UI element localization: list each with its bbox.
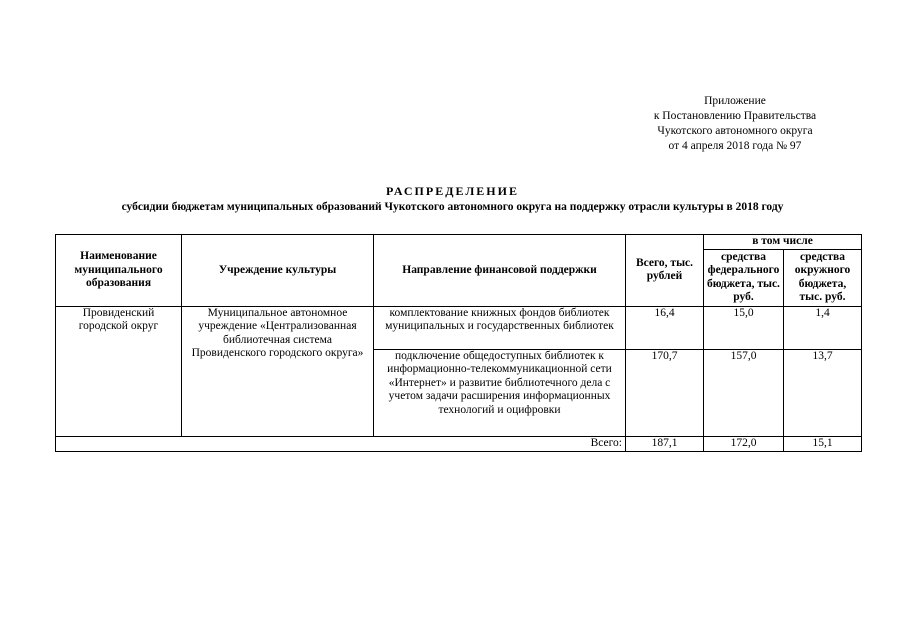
header-district: средства окружного бюджета, тыс. руб. — [784, 249, 862, 306]
cell-direction: подключение общедоступных библиотек к информационно-телекоммуникационной сети «Интернет» и развитие библиотечного дела с учетом задачи расширения информационных технологий и оцифровки — [374, 349, 626, 436]
header-federal: средства федерального бюджета, тыс. руб. — [704, 249, 784, 306]
cell-federal: 15,0 — [704, 306, 784, 349]
total-district: 15,1 — [784, 436, 862, 451]
cell-direction: комплектование книжных фондов библиотек муниципальных и государственных библиотек — [374, 306, 626, 349]
header-municipality: Наименование муниципального образования — [56, 235, 182, 307]
cell-federal: 157,0 — [704, 349, 784, 436]
header-direction: Направление финансовой поддержки — [374, 235, 626, 307]
header-institution: Учреждение культуры — [182, 235, 374, 307]
header-row-1 — [56, 235, 862, 250]
cell-district: 13,7 — [784, 349, 862, 436]
appendix-line-3: Чукотского автономного округа — [657, 125, 813, 137]
header-total: Всего, тыс. рублей — [626, 235, 704, 307]
total-federal: 172,0 — [704, 436, 784, 451]
cell-district: 1,4 — [784, 306, 862, 349]
header-including: в том числе — [704, 235, 862, 250]
document-subtitle: субсидии бюджетам муниципальных образований Чукотского автономного округа на поддержку отрасли культуры в 2018 году — [121, 201, 784, 213]
appendix-block — [600, 94, 870, 154]
table-row — [56, 306, 862, 349]
total-row — [56, 436, 862, 451]
total-sum: 187,1 — [626, 436, 704, 451]
cell-municipality: Провиденский городской округ — [56, 306, 182, 436]
appendix-line-2: к Постановлению Правительства — [653, 110, 817, 122]
document-title: РАСПРЕДЕЛЕНИЕ — [386, 184, 519, 198]
cell-total: 16,4 — [626, 306, 704, 349]
appendix-line-1: Приложение — [704, 95, 766, 107]
cell-institution: Муниципальное автономное учреждение «Централизованная библиотечная система Провиденского городского округа» — [182, 306, 374, 436]
appendix-line-4: от 4 апреля 2018 года № 97 — [668, 140, 802, 152]
cell-total: 170,7 — [626, 349, 704, 436]
total-label: Всего: — [56, 436, 626, 451]
distribution-table — [55, 234, 862, 452]
